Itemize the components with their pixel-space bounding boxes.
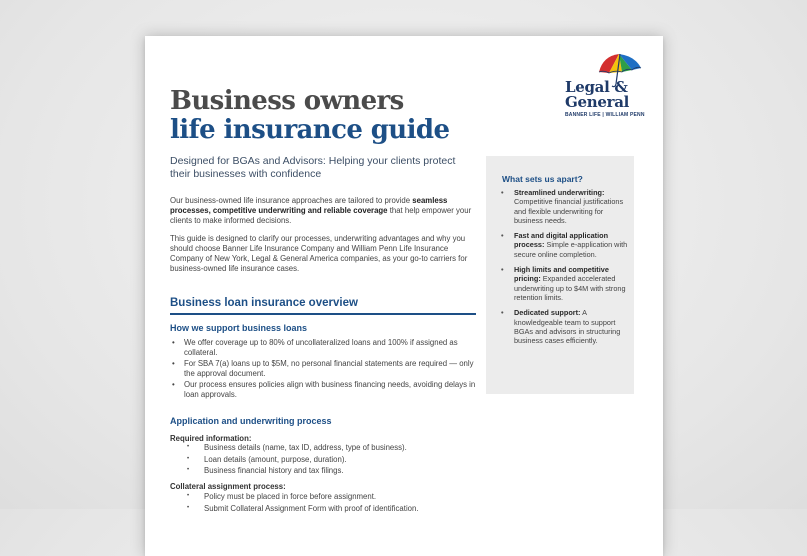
section-divider <box>170 313 476 315</box>
collateral-list <box>187 491 477 514</box>
list-item: • Submit Collateral Assignment Form with proof of identification. <box>187 503 419 513</box>
title-line-2: life insurance guide <box>170 115 450 145</box>
business-loans-list <box>170 338 482 401</box>
subtitle: Designed for BGAs and Advisors: Helping your clients protect their businesses with confidence <box>170 155 456 180</box>
sidebar-item: • Dedicated support: A knowledgeable team to support BGAs and advisors in structuring business cases efficiently. <box>501 308 621 346</box>
sidebar-title: What sets us apart? <box>502 174 583 184</box>
document-page <box>145 36 663 556</box>
list-item: • For SBA 7(a) loans up to $5M, no personal financial statements are required — only the approval document. <box>172 359 474 378</box>
list-item: • Business details (name, tax ID, address, type of business). <box>187 443 407 452</box>
subheading-business-loans: How we support business loans <box>170 323 308 333</box>
sidebar-item: • Fast and digital application process: Simple e-application with secure online completion. <box>501 231 628 259</box>
intro-paragraph-2: This guide is designed to clarify our processes, underwriting advantages and why you should choose Banner Life Insurance Company and William Penn Life Insurance Company of New York, Legal & General America companies, as your go-to carriers for business-owned life insurance cases. <box>170 234 468 273</box>
sidebar-item: • Streamlined underwriting: Competitive financial justifications and flexible underwriting for business needs. <box>501 188 624 225</box>
subheading-application-process: Application and underwriting process <box>170 416 332 426</box>
legal-general-logo <box>563 52 655 126</box>
what-sets-us-apart-box <box>486 156 634 394</box>
list-item: • Our process ensures policies align with business financing needs, avoiding delays in loan approvals. <box>172 380 476 399</box>
logo-tagline: BANNER LIFE | WILLIAM PENN <box>565 112 645 118</box>
logo-wordmark-line1: Legal & <box>565 78 628 96</box>
section-heading: Business loan insurance overview <box>170 297 358 309</box>
intro-paragraph-1: Our business-owned life insurance approaches are tailored to provide seamless processes, competitive underwriting and reliable coverage that help empower your clients to make informed decisions. <box>170 196 472 225</box>
list-item: • Policy must be placed in force before assignment. <box>187 492 377 501</box>
sidebar-list <box>500 188 628 351</box>
list-item: • Loan details (amount, purpose, duration). <box>187 454 347 464</box>
required-info-list <box>187 442 477 477</box>
sidebar-item: • High limits and competitive pricing: Expanded accelerated underwriting up to $4M with strong retention limits. <box>501 265 626 302</box>
list-item: • Business financial history and tax filings. <box>187 466 344 475</box>
collateral-label: Collateral assignment process: <box>170 482 286 491</box>
title-line-1: Business owners <box>170 86 404 116</box>
logo-wordmark-line2: General <box>565 93 630 111</box>
required-info-label: Required information: <box>170 434 252 443</box>
list-item: • We offer coverage up to 80% of uncollateralized loans and 100% if assigned as collateral. <box>172 338 458 357</box>
